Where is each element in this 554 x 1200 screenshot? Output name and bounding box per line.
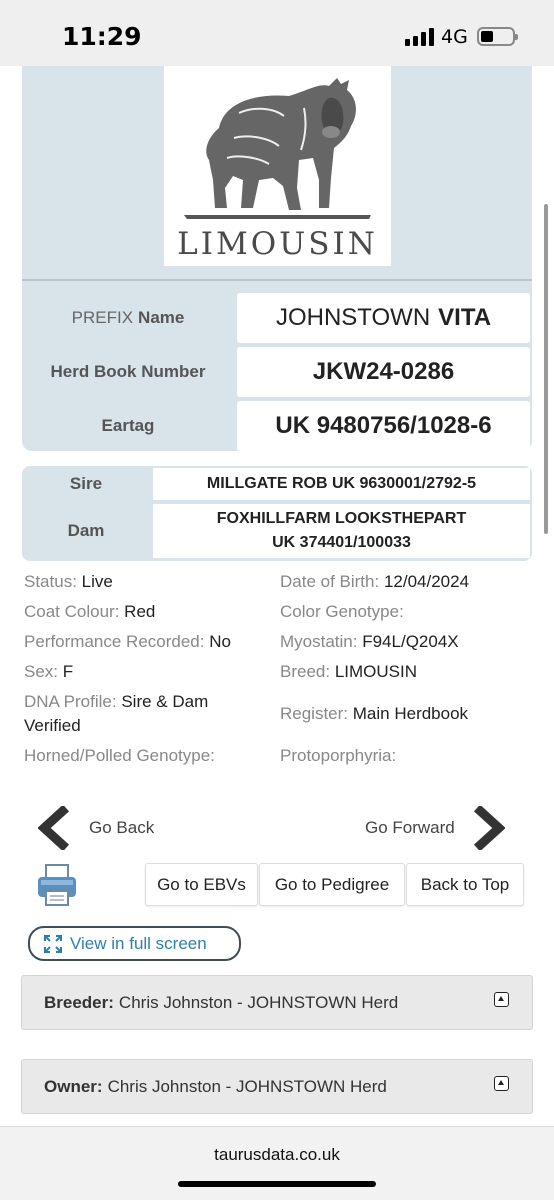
battery-icon xyxy=(477,27,515,46)
owner-label: Owner: xyxy=(44,1076,103,1096)
eartag-label: Eartag xyxy=(101,416,155,435)
printer-icon[interactable] xyxy=(36,863,78,907)
dob-value: 12/04/2024 xyxy=(383,572,470,591)
dna-value: Sire & Dam xyxy=(121,692,209,711)
name-label xyxy=(22,293,234,343)
animal-prefix: JOHNSTOWN xyxy=(275,304,431,331)
go-to-pedigree-button[interactable]: Go to Pedigree xyxy=(259,863,405,906)
herd-book-row xyxy=(22,347,532,397)
collapse-icon[interactable] xyxy=(494,992,509,1007)
breeder-value: Chris Johnston - JOHNSTOWN Herd xyxy=(118,992,399,1012)
performance-value: No xyxy=(209,632,231,651)
limousin-logo xyxy=(164,66,391,266)
clock: 11:29 xyxy=(62,22,142,51)
breeder-label: Breeder: xyxy=(44,992,114,1012)
view-full-screen-button[interactable] xyxy=(28,926,241,961)
animal-name xyxy=(237,293,530,343)
register-value: Main Herdbook xyxy=(352,704,469,723)
protoporphyria-field: Protoporphyria: xyxy=(280,746,397,765)
register-field: Register: Main Herdbook xyxy=(280,704,469,723)
eartag-row xyxy=(22,401,532,451)
scrollbar-thumb[interactable] xyxy=(544,204,548,534)
owner-accordion[interactable] xyxy=(21,1059,533,1114)
url-text[interactable]: taurusdata.co.uk xyxy=(214,1145,340,1164)
go-forward-button[interactable] xyxy=(365,806,505,850)
go-back-button[interactable] xyxy=(38,806,154,850)
browser-address-bar[interactable] xyxy=(0,1126,554,1200)
dam-name[interactable]: FOXHILLFARM LOOKSTHEPART xyxy=(216,510,467,527)
dna-profile-field: DNA Profile: Sire & Dam Verified xyxy=(24,692,209,735)
sire-label: Sire xyxy=(69,474,103,493)
name-row xyxy=(22,293,532,343)
status-field: Status: Live xyxy=(24,572,113,591)
bull-icon xyxy=(179,68,376,223)
coat-value: Red xyxy=(124,602,156,621)
performance-field: Performance Recorded: No xyxy=(24,632,231,651)
dam-tag[interactable]: UK 374401/100033 xyxy=(272,534,411,551)
myostatin-field: Myostatin: F94L/Q204X xyxy=(280,632,459,651)
dam-link[interactable] xyxy=(153,504,530,558)
back-to-top-button[interactable]: Back to Top xyxy=(406,863,524,906)
go-to-ebvs-button[interactable]: Go to EBVs xyxy=(145,863,258,906)
status-value: Live xyxy=(81,572,113,591)
home-indicator[interactable] xyxy=(178,1181,376,1187)
dna-value-line2: Verified xyxy=(24,716,81,735)
dob-field: Date of Birth: 12/04/2024 xyxy=(280,572,470,591)
view-full-screen-label[interactable]: View in full screen xyxy=(70,933,207,953)
name-label-text: Name xyxy=(138,308,185,327)
color-genotype-field: Color Genotype: xyxy=(280,602,404,621)
go-back-label[interactable]: Go Back xyxy=(89,818,155,837)
sire-value[interactable]: MILLGATE ROB UK 9630001/2792-5 xyxy=(206,475,477,492)
go-forward-label[interactable]: Go Forward xyxy=(365,818,455,837)
horned-polled-field: Horned/Polled Genotype: xyxy=(24,746,215,765)
sex-field: Sex: F xyxy=(24,662,74,681)
animal-identity-table xyxy=(22,281,532,451)
animal-given-name: VITA xyxy=(438,304,492,331)
myostatin-value: F94L/Q204X xyxy=(362,632,459,651)
logo-wordmark: LIMOUSIN xyxy=(177,226,378,262)
expand-icon xyxy=(44,935,62,953)
herd-book-label: Herd Book Number xyxy=(50,362,206,381)
parentage-table xyxy=(22,466,532,561)
herd-book-value: JKW24-0286 xyxy=(237,347,530,397)
breed-banner xyxy=(22,66,532,281)
collapse-icon[interactable] xyxy=(494,1076,509,1091)
sire-link[interactable] xyxy=(153,468,530,500)
chevron-left-icon xyxy=(38,806,72,850)
breeder-accordion[interactable] xyxy=(21,975,533,1030)
prefix-label: PREFIX xyxy=(71,308,134,327)
status-bar xyxy=(0,0,554,66)
signal-icon xyxy=(405,28,435,46)
network-type: 4G xyxy=(441,26,468,48)
owner-value: Chris Johnston - JOHNSTOWN Herd xyxy=(107,1076,387,1096)
breed-field: Breed: LIMOUSIN xyxy=(280,662,418,681)
coat-field: Coat Colour: Red xyxy=(24,602,156,621)
chevron-right-icon xyxy=(471,806,505,850)
dam-label: Dam xyxy=(67,521,105,540)
breed-value: LIMOUSIN xyxy=(334,662,418,681)
eartag-value: UK 9480756/1028-6 xyxy=(237,401,530,451)
sex-value: F xyxy=(62,662,74,681)
